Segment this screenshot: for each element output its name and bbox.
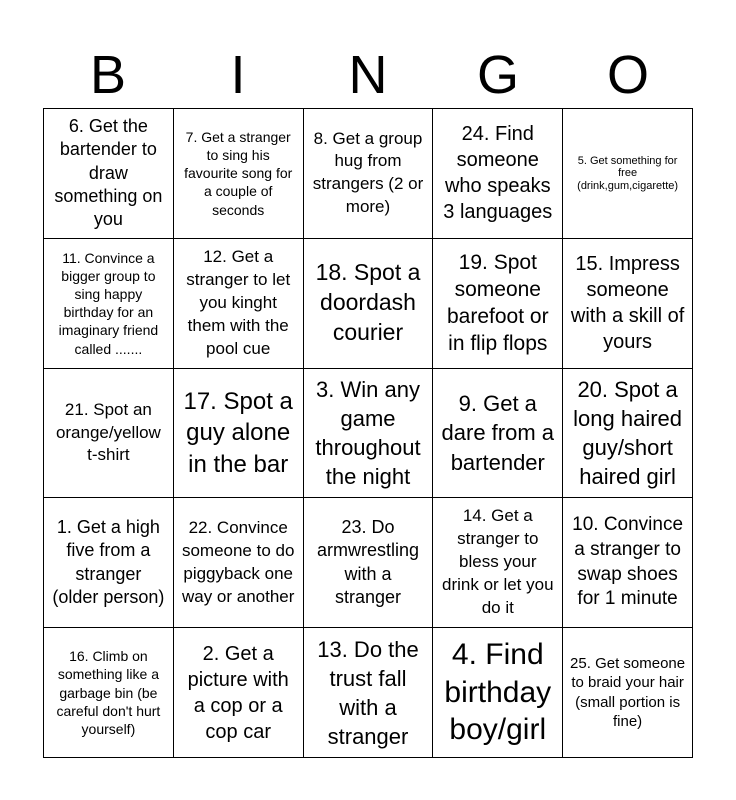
- bingo-cell: 17. Spot a guy alone in the bar: [174, 369, 304, 499]
- bingo-cell: 19. Spot someone barefoot or in flip flops: [433, 239, 563, 369]
- bingo-cell: 5. Get something for free (drink,gum,cigarette): [563, 109, 693, 239]
- bingo-cell: 11. Convince a bigger group to sing happy birthday for an imaginary friend called .......: [44, 239, 174, 369]
- bingo-cell: 16. Climb on something like a garbage bin (be careful don't hurt yourself): [44, 628, 174, 758]
- bingo-cell: 13. Do the trust fall with a stranger: [304, 628, 434, 758]
- bingo-cell: 24. Find someone who speaks 3 languages: [433, 109, 563, 239]
- bingo-cell: 1. Get a high five from a stranger (older person): [44, 498, 174, 628]
- bingo-cell: 23. Do armwrestling with a stranger: [304, 498, 434, 628]
- bingo-cell: 12. Get a stranger to let you kinght them with the pool cue: [174, 239, 304, 369]
- bingo-cell: 15. Impress someone with a skill of yours: [563, 239, 693, 369]
- bingo-cell: 7. Get a stranger to sing his favourite song for a couple of seconds: [174, 109, 304, 239]
- bingo-cell: 18. Spot a doordash courier: [304, 239, 434, 369]
- bingo-header: [43, 42, 693, 108]
- bingo-cell: 4. Find birthday boy/girl: [433, 628, 563, 758]
- bingo-cell: 6. Get the bartender to draw something on you: [44, 109, 174, 239]
- bingo-board: [43, 108, 693, 758]
- header-letter-g: G: [476, 45, 519, 105]
- bingo-cell: 2. Get a picture with a cop or a cop car: [174, 628, 304, 758]
- bingo-cell: 8. Get a group hug from strangers (2 or more): [304, 109, 434, 239]
- header-letter-i: I: [230, 45, 246, 105]
- bingo-cell: 22. Convince someone to do piggyback one way or another: [174, 498, 304, 628]
- header-letter-b: B: [89, 45, 127, 105]
- header-letter-o: O: [606, 45, 649, 105]
- bingo-cell: 20. Spot a long haired guy/short haired girl: [563, 369, 693, 499]
- bingo-cell: 9. Get a dare from a bartender: [433, 369, 563, 499]
- bingo-cell: 21. Spot an orange/yellow t-shirt: [44, 369, 174, 499]
- bingo-cell: 25. Get someone to braid your hair (small portion is fine): [563, 628, 693, 758]
- header-letter-n: N: [348, 45, 388, 105]
- bingo-cell: 3. Win any game throughout the night: [304, 369, 434, 499]
- bingo-cell: 14. Get a stranger to bless your drink or let you do it: [433, 498, 563, 628]
- bingo-cell: 10. Convince a stranger to swap shoes for 1 minute: [563, 498, 693, 628]
